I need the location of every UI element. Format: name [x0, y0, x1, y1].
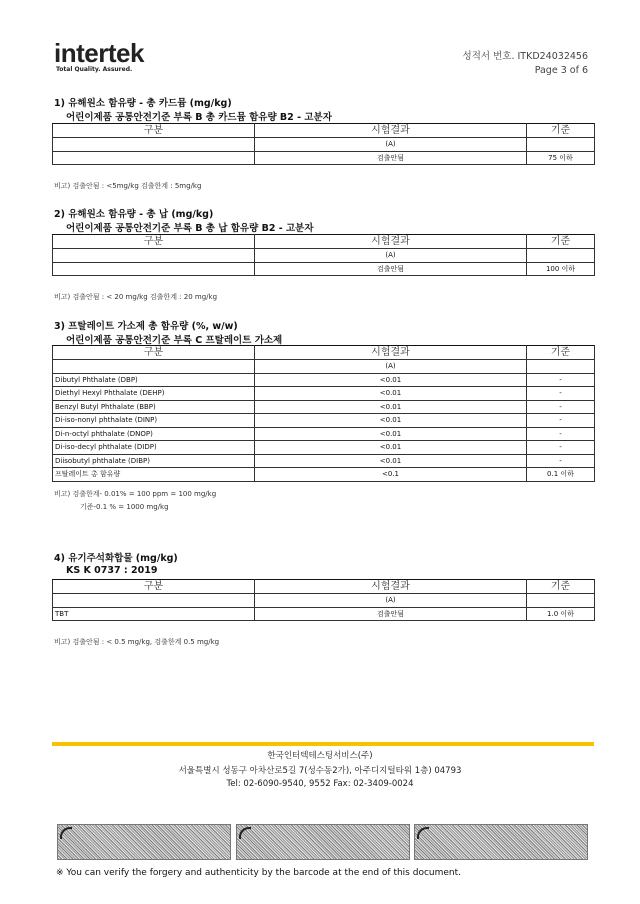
section-3-note: 비고) 검출한계- 0.01% = 100 ppm = 100 mg/kg	[54, 490, 217, 498]
company-contact: Tel: 02-6090-9540, 9552 Fax: 02-3409-0024	[226, 779, 414, 789]
table-cell	[53, 360, 255, 374]
table-row	[53, 151, 595, 165]
section-3-note-2: 기준-0.1 % = 1000 mg/kg	[80, 503, 169, 511]
col-category-header: 구분	[53, 346, 255, 360]
section-2-note: 비고) 검출안됨 : < 20 mg/kg 검출한계 : 20 mg/kg	[54, 293, 218, 301]
table-row	[53, 454, 595, 468]
row-label: Di-iso-decyl phthalate (DIDP)	[53, 441, 255, 455]
table-row	[53, 441, 595, 455]
table-row	[53, 373, 595, 387]
table-cell	[53, 594, 255, 608]
row-label	[53, 262, 255, 276]
table-row	[53, 400, 595, 414]
col-limit-header: 기준	[527, 580, 595, 594]
col-limit-header: 기준	[527, 235, 595, 249]
section-1-table	[52, 123, 595, 165]
row-result: <0.01	[255, 441, 527, 455]
row-limit: -	[527, 441, 595, 455]
table-row	[53, 607, 595, 621]
col-result-header: 시험결과	[255, 580, 527, 594]
section-1-title: 1) 유해원소 함유량 - 총 카드뮴 (mg/kg)	[54, 98, 232, 109]
sample-label: (A)	[255, 249, 527, 263]
section-2-subtitle: 어린이제품 공통안전기준 부록 B 총 납 함유량 B2 - 고분자	[66, 223, 314, 234]
intertek-logo: intertek	[54, 38, 144, 68]
row-label	[53, 151, 255, 165]
table-row	[53, 414, 595, 428]
section-4-title: 4) 유기주석화합물 (mg/kg)	[54, 553, 178, 564]
col-result-header: 시험결과	[255, 235, 527, 249]
row-limit: -	[527, 400, 595, 414]
row-label: 프탈레이트 총 함유량	[53, 468, 255, 482]
table-cell	[527, 360, 595, 374]
table-cell	[53, 249, 255, 263]
page-number: Page 3 of 6	[534, 65, 588, 76]
row-label: Di-n-octyl phthalate (DNOP)	[53, 427, 255, 441]
row-limit: -	[527, 454, 595, 468]
verification-barcode	[236, 824, 410, 860]
section-4-subtitle: KS K 0737 : 2019	[66, 565, 158, 576]
row-result: <0.01	[255, 414, 527, 428]
certificate-number: 성적서 번호. ITKD24032456	[462, 51, 588, 62]
section-1-subtitle: 어린이제품 공통안전기준 부록 B 총 카드뮴 함유량 B2 - 고분자	[66, 112, 332, 123]
section-3-title: 3) 프탈레이트 가소제 총 함유량 (%, w/w)	[54, 321, 238, 332]
table-cell	[527, 249, 595, 263]
company-address: 서울특별시 성동구 아차산로5길 7(성수동2가), 아주디지털타워 1층) 04793	[178, 766, 462, 776]
row-limit: -	[527, 387, 595, 401]
row-result: 검출안됨	[255, 607, 527, 621]
row-limit: 1.0 이하	[527, 607, 595, 621]
table-row	[53, 468, 595, 482]
col-result-header: 시험결과	[255, 124, 527, 138]
row-limit: 75 이하	[527, 151, 595, 165]
table-cell	[53, 138, 255, 152]
row-label: TBT	[53, 607, 255, 621]
row-label: Diisobutyl phthalate (DIBP)	[53, 454, 255, 468]
verification-notice: ※ You can verify the forgery and authenticity by the barcode at the end of this document.	[56, 868, 461, 878]
company-name: 한국인터텍테스팅서비스(주)	[267, 751, 373, 761]
section-4-table	[52, 579, 595, 621]
logo-tagline: Total Quality. Assured.	[56, 66, 133, 73]
table-row	[53, 262, 595, 276]
verification-barcode	[57, 824, 231, 860]
row-label: Dibutyl Phthalate (DBP)	[53, 373, 255, 387]
col-category-header: 구분	[53, 235, 255, 249]
row-label: Diethyl Hexyl Phthalate (DEHP)	[53, 387, 255, 401]
verification-barcode	[414, 824, 588, 860]
sample-label: (A)	[255, 138, 527, 152]
col-limit-header: 기준	[527, 346, 595, 360]
table-row	[53, 427, 595, 441]
section-4-note: 비고) 검출안됨 : < 0.5 mg/kg, 검출한계 0.5 mg/kg	[54, 638, 220, 646]
col-limit-header: 기준	[527, 124, 595, 138]
row-limit: -	[527, 373, 595, 387]
row-label: Di-iso-nonyl phthalate (DINP)	[53, 414, 255, 428]
row-result: <0.01	[255, 400, 527, 414]
footer-divider	[52, 742, 594, 746]
row-limit: 0.1 이하	[527, 468, 595, 482]
table-cell	[527, 138, 595, 152]
col-category-header: 구분	[53, 124, 255, 138]
row-limit: -	[527, 414, 595, 428]
section-2-title: 2) 유해원소 함유량 - 총 납 (mg/kg)	[54, 209, 214, 220]
section-2-table	[52, 234, 595, 276]
sample-label: (A)	[255, 594, 527, 608]
table-cell	[527, 594, 595, 608]
row-label: Benzyl Butyl Phthalate (BBP)	[53, 400, 255, 414]
sample-label: (A)	[255, 360, 527, 374]
row-result: 검출안됨	[255, 151, 527, 165]
table-row	[53, 387, 595, 401]
section-1-note: 비고) 검출안됨 : <5mg/kg 검출한계 : 5mg/kg	[54, 182, 202, 190]
col-category-header: 구분	[53, 580, 255, 594]
section-3-table	[52, 345, 595, 482]
section-3-subtitle: 어린이제품 공통안전기준 부록 C 프탈레이트 가소제	[66, 335, 283, 346]
row-result: <0.1	[255, 468, 527, 482]
row-result: <0.01	[255, 427, 527, 441]
row-limit: -	[527, 427, 595, 441]
row-result: <0.01	[255, 454, 527, 468]
row-result: <0.01	[255, 373, 527, 387]
row-result: 검출안됨	[255, 262, 527, 276]
col-result-header: 시험결과	[255, 346, 527, 360]
row-result: <0.01	[255, 387, 527, 401]
row-limit: 100 이하	[527, 262, 595, 276]
